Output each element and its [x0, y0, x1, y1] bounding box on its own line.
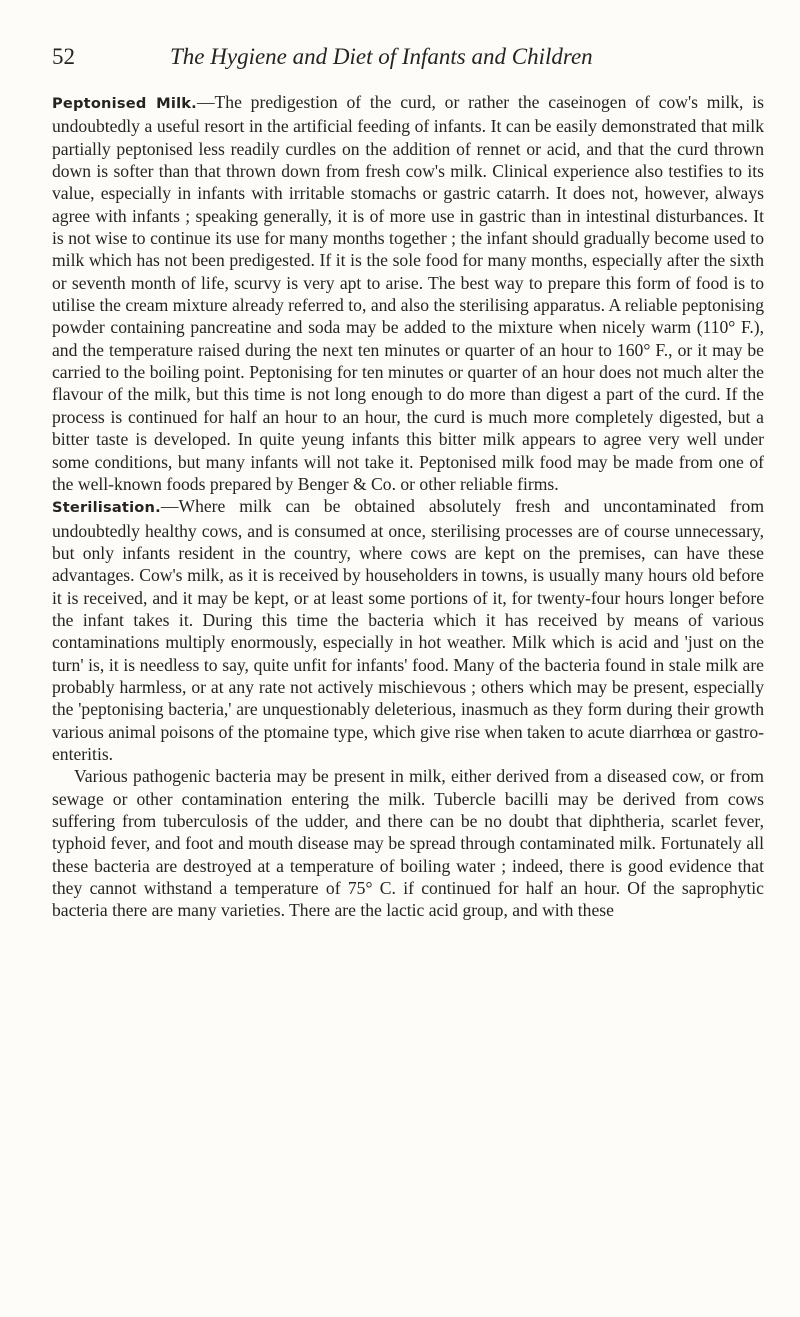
page-number: 52	[52, 44, 75, 69]
paragraph-text: —Where milk can be obtained absolutely fresh and uncontaminated from undoubtedly healthy cows, and is consumed at once, sterilising processes are of course unnecessary, but only infants resident in the country, where cows are kept on the premises, can have these advantages. Cow's milk, as it is received by householders in towns, is usually many hours old before it is received, and it may be kept, or at least some portions of it, for twenty-four hours longer before the infant takes it. During this time the bacteria which it has received by means of various contaminations multiply enormously, especially in hot weather. Milk which is acid and 'just on the turn' is, it is needless to say, quite unfit for infants' food. Many of the bacteria found in stale milk are probably harmless, or at any rate not actively mischievous ; others which may be present, especially the 'peptonising bacteria,' are unquestionably deleterious, inasmuch as they form during their growth various animal poisons of the ptomaine type, which give rise when taken to acute diarrhœa or gastro-enteritis.	[52, 496, 764, 764]
running-title: The Hygiene and Diet of Infants and Children	[170, 44, 593, 69]
paragraph-text: —The predigestion of the curd, or rather the caseinogen of cow's milk, is undoubtedly a useful resort in the artificial feeding of infants. It can be easily demonstrated that milk partially peptonised less readily curdles on the addition of rennet or acid, and that the curd thrown down is softer than that thrown down from fresh cow's milk. Clinical experience also testifies to its value, especially in infants with irritable stomachs or gastric catarrh. It does not, however, always agree with infants ; speaking generally, it is of more use in gastric than in intestinal disturbances. It is not wise to continue its use for many months together ; the infant should gradually become used to milk which has not been predigested. If it is the sole food for many months, especially after the sixth or seventh month of life, scurvy is very apt to arise. The best way to prepare this form of food is to utilise the cream mixture already referred to, and also the sterilising apparatus. A reliable peptonising powder containing pancreatine and soda may be added to the mixture when nicely warm (110° F.), and the temperature raised during the next ten minutes or quarter of an hour to 160° F., or it may be carried to the boiling point. Peptonising for ten minutes or quarter of an hour does not much alter the flavour of the milk, but this time is not long enough to do more than digest a part of the curd. If the process is continued for half an hour to an hour, the curd is much more completely digested, but a bitter taste is developed. In quite yeung infants this bitter milk appears to agree very well under some conditions, but many infants will not take it. Peptonised milk food may be made from one of the well-known foods prepared by Benger & Co. or other reliable firms.	[52, 92, 764, 494]
section-heading-peptonised-milk: Peptonised Milk.	[52, 95, 197, 112]
paragraph-sterilisation	[52, 495, 764, 765]
body-text	[52, 91, 764, 922]
paragraph-peptonised-milk	[52, 91, 764, 495]
paragraph-text: Various pathogenic bacteria may be present in milk, either derived from a diseased cow, or from sewage or other contamination entering the milk. Tubercle bacilli may be derived from cows suffering from tuberculosis of the udder, and there can be no doubt that diphtheria, scarlet fever, typhoid fever, and foot and mouth disease may be spread through contaminated milk. Fortunately all these bacteria are destroyed at a temperature of boiling water ; indeed, there is good evidence that they cannot withstand a temperature of 75° C. if continued for half an hour. Of the saprophytic bacteria there are many varieties. There are the lactic acid group, and with these	[52, 766, 764, 921]
paragraph-pathogenic-bacteria	[52, 765, 764, 921]
running-head	[52, 40, 764, 74]
section-heading-sterilisation: Sterilisation.	[52, 499, 161, 517]
